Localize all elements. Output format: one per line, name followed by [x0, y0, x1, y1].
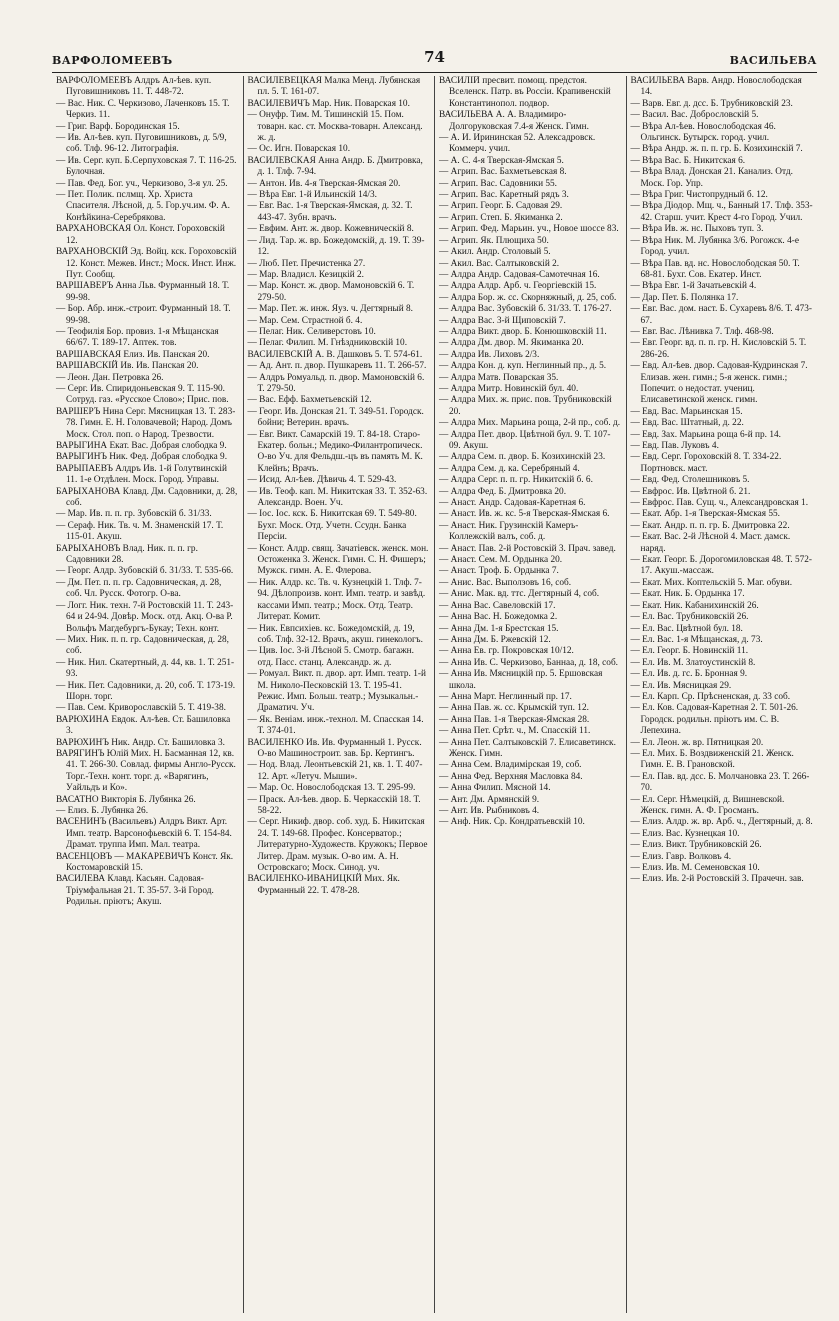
directory-subentry: — Мар. Пет. ж. инж. Яуз. ч. Дегтярный 8.: [248, 304, 431, 315]
directory-subentry: — Анна Ев. гр. Покровская 10/12.: [439, 646, 622, 657]
directory-entry: ВАСИЛІЙ пресвит. помощ. предстоя. Вселенск. Патр. въ Россіи. Крапивенскій Константинопол. подвор.: [439, 76, 611, 109]
directory-subentry: — Конст. Алдр. свящ. Зачатіевск. женск. мон. Остоженка 3. Женск. Гимн. С. Н. Фишеръ; Мужск. гимн. А. Е. Флерова.: [248, 544, 431, 578]
directory-subentry: — Анаст. Троф. Б. Ордынка 7.: [439, 566, 622, 577]
directory-subentry: — Вас. Ефф. Бахметьевскій 12.: [248, 395, 431, 406]
directory-subentry: — Анаст. Сем. М. Ордынка 20.: [439, 555, 622, 566]
directory-entry: ВАСИЛЕНКО Ив. Ив. Фурманный 1. Русск. О-во Машиностроит. зав. Бр. Кертингъ.: [247, 737, 422, 759]
directory-subentry: — А. С. 4-я Тверская-Ямская 5.: [439, 156, 622, 167]
directory-subentry: — Мар. Ос. Новослободская 13. Т. 295-99.: [248, 783, 431, 794]
directory-entry: ВАСИЛЬЕВА Варв. Андр. Новослободская 14.: [630, 76, 802, 98]
directory-subentry: — Анна Март. Неглинный пр. 17.: [439, 692, 622, 703]
directory-subentry: — Алдра Ив. Лиховъ 2/3.: [439, 350, 622, 361]
directory-entry: БАРЫХАНОВА Клавд. Дм. Садовники, д. 28, соб.: [56, 486, 238, 509]
directory-subentry: — Евг. Георг. вд. п. п. гр. Н. Кисловскій 5. Т. 286-26.: [631, 338, 814, 361]
directory-subentry: — Екат. Георг. Б. Дорогомиловская 48. Т. 572-17. Акуш.-массаж.: [631, 555, 814, 578]
directory-subentry: — Екат. Ник. Б. Ордынка 17.: [631, 589, 814, 600]
directory-subentry: — Вѣра Пав. вд. нс. Новослободская 50. Т. 68-81. Бухг. Сов. Екатер. Инст.: [631, 259, 814, 282]
directory-subentry: — Евд. Ал-ѣев. двор. Садовая-Кудринская 7. Елизав. жен. гимн.; 5-я женск. гимн.; Попечит. о недостат. учениц. Елисаветинской женск. гимн.: [631, 361, 814, 407]
directory-subentry: — Ник. Алдр. кс. Тв. ч. Кузнецкій 1. Тлф. 7-94. Дѣлопроизв. конт. Имп. театр. и завѣд. кассами Имп. театр.; Моск. Отд. Театр. Литерат. Комит.: [248, 578, 431, 624]
directory-subentry: — Ник. Нил. Скатертный, д. 44, кв. 1. Т. 251-93.: [56, 658, 239, 681]
directory-subentry: — Ад. Ант. п. двор. Пушкаревъ 11. Т. 266-57.: [248, 361, 431, 372]
directory-entry: ВАСАТНО Викторія Б. Лубянка 26.: [56, 794, 196, 805]
directory-subentry: — Дар. Пет. Б. Полянка 17.: [631, 293, 814, 304]
directory-subentry: — Пет. Полик. пслмщ. Хр. Христа Спасителя. Лѣсной, д. 5. Гор.уч.им. Ф. А. Конѣйкина-Серебряковa.: [56, 190, 239, 224]
directory-subentry: — Акил. Вас. Салтыковскій 2.: [439, 259, 622, 270]
directory-subentry: — Евг. Вас. дом. наст. Б. Сухаревъ 8/6. Т. 473-67.: [631, 304, 814, 327]
directory-subentry: — Алдра Сем. д. ка. Серебряный 4.: [439, 464, 622, 475]
directory-subentry: — Алдра Вас. 3-й Щиповскій 7.: [439, 316, 622, 327]
directory-subentry: — Евд. Вас. Марьинская 15.: [631, 407, 814, 418]
directory-entry: ВАСИЛЕВА Клавд. Касьян. Садовая-Тріумфальная 21. Т. 35-57. 3-й Город. Родильн. пріютъ; Акуш.: [56, 874, 214, 908]
directory-entry: ВАРШАВСКІЙ Ив. Ив. Панская 20.: [56, 361, 199, 372]
directory-subentry: — Алдра Алдр. Арб. ч. Георгіевскій 15.: [439, 281, 622, 292]
directory-subentry: — Варв. Евг. д. дсс. Б. Трубниковскій 23.: [631, 99, 814, 110]
directory-subentry: — Екат. Вас. 2-й Лѣсной 4. Маст. дамск. наряд.: [631, 532, 814, 555]
directory-subentry: — Анна Дм. 1-я Брестская 15.: [439, 624, 622, 635]
directory-subentry: — Бор. Абр. инж.-строит. Фурманный 18. Т. 99-98.: [56, 304, 239, 327]
directory-subentry: — Онуфр. Тим. М. Тишинскій 15. Пом. товарн. кас. ст. Москва-товарн. Александ. ж. д.: [248, 110, 431, 144]
directory-subentry: — Евг. Вас. 1-я Тверская-Ямская, д. 32. Т. 443-47. Зубн. врачъ.: [248, 201, 431, 224]
directory-subentry: — Вѣра Ив. ж. нс. Пыховъ туп. 3.: [631, 224, 814, 235]
directory-entry: ВАСЕНЦОВЪ — МАКАРЕВИЧЪ Конст. Як. Костомаровскій 15.: [56, 851, 234, 874]
directory-subentry: — Агрип. Георг. Б. Садовая 29.: [439, 201, 622, 212]
directory-entry: БАРЫХАНОВЪ Влад. Ник. п. п. гр. Садовники 28.: [56, 543, 198, 566]
directory-subentry: — Ел. Вас. Трубниковскій 26.: [631, 612, 814, 623]
directory-columns: [52, 76, 817, 1313]
directory-subentry: — Анис. Мак. вд. ттс. Дегтярный 4, соб.: [439, 589, 622, 600]
directory-entry: ВАСИЛЕНКО-ИВАНИЦКІЙ Мих. Як. Фурманный 22. Т. 478-28.: [247, 874, 400, 896]
directory-subentry: — Вѣра Евг. 1-й Зачатьевскій 4.: [631, 281, 814, 292]
running-head-left: ВАРФОЛОМЕЕВЪ: [52, 54, 173, 67]
directory-subentry: — Анна Вас. Н. Божедомка 2.: [439, 612, 622, 623]
directory-entry: ВАСИЛЕВСКІЙ А. В. Дашковъ 5. Т. 574-61.: [247, 349, 423, 360]
directory-subentry: — Антон. Ив. 4-я Тверская-Ямская 20.: [248, 179, 431, 190]
directory-subentry: — Алдра Фед. Б. Дмитровка 20.: [439, 487, 622, 498]
directory-subentry: — Григ. Варф. Бородинская 15.: [56, 122, 239, 133]
directory-subentry: — Ел. Ков. Садовая-Каретная 2. Т. 501-26. Городск. родильн. пріютъ им. С. В. Лепехина.: [631, 703, 814, 737]
directory-entry: ВАСИЛЕВИЧЪ Мар. Ник. Поварская 10.: [247, 98, 410, 109]
directory-subentry: — Анна Пет. Салтыковскій 7. Елисаветинск. Женск. Гимн.: [439, 738, 622, 761]
directory-subentry: — Анис. Вас. Выползовъ 16, соб.: [439, 578, 622, 589]
directory-subentry: — Ел. Ив. М. Златоустинскій 8.: [631, 658, 814, 669]
directory-subentry: — Евд. Вас. Штатный, д. 22.: [631, 418, 814, 429]
directory-subentry: — Анаст. Пав. 2-й Ростовскій 3. Прач. завед.: [439, 544, 622, 555]
directory-subentry: — Ел. Мих. Б. Воздвиженскій 21. Женск. Гимн. Е. В. Грановской.: [631, 749, 814, 772]
directory-subentry: — Анна Филип. Мясной 14.: [439, 783, 622, 794]
directory-subentry: — Ел. Вас. Цвѣтной бул. 18.: [631, 624, 814, 635]
directory-subentry: — Георг. Алдр. Зубовскій б. 31/33. Т. 535-66.: [56, 566, 239, 577]
directory-subentry: — Васил. Вас. Добрословскій 5.: [631, 110, 814, 121]
directory-subentry: — Алдръ Ромуальд. п. двор. Мамоновскій 6. Т. 279-50.: [248, 373, 431, 396]
directory-subentry: — Нод. Влад. Леонтьевскій 21, кв. 1. Т. 407-12. Арт. «Летуч. Мыши».: [248, 760, 431, 783]
directory-subentry: — Агрип. Вас. Садовники 55.: [439, 179, 622, 190]
directory-subentry: — Вѣра Діодор. Мщ. ч., Банный 17. Тлф. 353-42. Старш. учит. Крест 4-го Город. Учил.: [631, 201, 814, 224]
directory-subentry: — Анна Вас. Савеловскій 17.: [439, 601, 622, 612]
directory-subentry: — Ел. Серг. Нѣмецкій, д. Вишневской. Женск. гимн. А. Ф. Гросманъ.: [631, 795, 814, 818]
directory-subentry: — Пав. Сем. Криворославскій 5. Т. 419-38.: [56, 703, 239, 714]
directory-subentry: — Вѣра Ал-ѣев. Новослободская 46. Ольгинск. Бутырск. город. учил.: [631, 122, 814, 145]
directory-subentry: — Пав. Фед. Бог. уч., Черкизово, 3-я ул. 25.: [56, 179, 239, 190]
directory-subentry: — Вѣра Вас. Б. Никитская 6.: [631, 156, 814, 167]
directory-column-1: [52, 76, 244, 1313]
directory-subentry: — Алдра Бор. ж. сс. Скорняжный, д. 25, соб.: [439, 293, 622, 304]
directory-subentry: — Вѣра Ник. М. Лубянка 3/6. Рогожск. 4-е Город. учил.: [631, 236, 814, 259]
directory-subentry: — Ос. Игн. Поварская 10.: [248, 144, 431, 155]
directory-subentry: — Анна Пет. Срѣт. ч., М. Спасскій 11.: [439, 726, 622, 737]
directory-subentry: — Сераф. Ник. Тв. ч. М. Знаменскій 17. Т. 115-01. Акуш.: [56, 521, 239, 544]
directory-subentry: — Лид. Тар. ж. вр. Божедомскій, д. 19. Т. 39-12.: [248, 236, 431, 259]
directory-subentry: — Евд. Зах. Марьина роща 6-й пр. 14.: [631, 430, 814, 441]
directory-subentry: — Ел. Ив. д. гс. Б. Бронная 9.: [631, 669, 814, 680]
directory-subentry: — Анна Ив. С. Черкизово, Баннаа, д. 18, соб.: [439, 658, 622, 669]
directory-entry: ВАРЮХИНЪ Ник. Андр. Ст. Башиловка 3.: [56, 737, 225, 748]
directory-subentry: — Анаст. Андр. Садовая-Каретная 6.: [439, 498, 622, 509]
directory-subentry: — Дм. Пет. п. п. гр. Садовническая, д. 28, соб. Чл. Русск. Фотогр. О-ва.: [56, 578, 239, 601]
directory-subentry: — Ел. Пав. вд. дсс. Б. Молчановка 23. Т. 266-70.: [631, 772, 814, 795]
directory-entry: ВАРФОЛОМЕЕВЪ Алдръ Ал-ѣев. куп. Пуговишниковъ 11. Т. 448-72.: [56, 76, 212, 98]
directory-subentry: — Мих. Ник. п. п. гр. Садовническая, д. 28, соб.: [56, 635, 239, 658]
directory-subentry: — Елиз. Ив. 2-й Ростовскій 3. Прачечн. зав.: [631, 874, 814, 885]
directory-entry: ВАРШАВЕРЪ Анна Льв. Фурманный 18. Т. 99-98.: [56, 281, 230, 303]
directory-subentry: — Анна Пав. ж. сс. Крымскій туп. 12.: [439, 703, 622, 714]
directory-subentry: — Алдра Пет. двор. Цвѣтной бул. 9. Т. 107-09. Акуш.: [439, 430, 622, 453]
directory-subentry: — Ромуал. Викт. п. двор. арт. Имп. театр. 1-й М. Николо-Песковскій 13. Т. 195-41. Режис. Имп. Больш. театр.; Музыкальн.-Драматич. Уч.: [248, 669, 431, 715]
directory-entry: ВАСИЛЕВЕЦКАЯ Малка Менд. Лубянская пл. 5. Т. 161-07.: [247, 76, 421, 98]
directory-subentry: — Леон. Дан. Петровка 26.: [56, 373, 239, 384]
directory-subentry: — Ел. Карп. Ср. Прѣсненская, д. 33 соб.: [631, 692, 814, 703]
directory-entry: ВАРХАНОВСКАЯ Ол. Конст. Гороховскій 12.: [56, 224, 225, 246]
directory-subentry: — Алдра Митр. Новинскій бул. 40.: [439, 384, 622, 395]
directory-subentry: — Алдра Викт. двор. Б. Конюшковскій 11.: [439, 327, 622, 338]
directory-subentry: — Евфим. Ант. ж. двор. Кожевническій 8.: [248, 224, 431, 235]
directory-entry: ВАРЫГИНА Екат. Вас. Добрая слободка 9.: [56, 441, 227, 451]
directory-subentry: — Анаст. Ник. Грузинскій Камеръ-Коллежскій валъ, соб. д.: [439, 521, 622, 544]
directory-subentry: — Елиз. Алдр. ж. вр. Арб. ч., Дегтярный, д. 8.: [631, 817, 814, 828]
directory-subentry: — Евг. Викт. Самарскій 19. Т. 84-18. Старо-Екатер. больн.; Медико-Филантропическ. О-во Уч. для Фельдш.-цъ въ память М. К. Клейнъ; Врачъ.: [248, 430, 431, 476]
directory-subentry: — Елиз. Вас. Кузнецкая 10.: [631, 829, 814, 840]
directory-entry: ВАРЮХИНА Евдок. Ал-ѣев. Ст. Башиловка 3.: [56, 714, 231, 737]
directory-subentry: — Екат. Андр. п. п. гр. Б. Дмитровка 22.: [631, 521, 814, 532]
directory-subentry: — Евд. Пав. Луковъ 4.: [631, 441, 814, 452]
directory-subentry: — Анна Фед. Верхняя Масловка 84.: [439, 772, 622, 783]
directory-subentry: — Алдра Мих. Марьина роща, 2-й пр., соб. д.: [439, 418, 622, 429]
directory-subentry: — Елиз. Б. Лубянка 26.: [56, 806, 239, 817]
directory-subentry: — Евфрос. Пав. Сущ. ч., Александровская 1.: [631, 498, 814, 509]
directory-subentry: — Алдра Кон. д. куп. Неглинный пр., д. 5.: [439, 361, 622, 372]
directory-subentry: — Ел. Вас. 1-я Мѣщанская, д. 73.: [631, 635, 814, 646]
directory-subentry: — Евд. Фед. Столешниковъ 5.: [631, 475, 814, 486]
directory-subentry: — Анф. Ник. Ср. Кондратьевскій 10.: [439, 817, 622, 828]
directory-subentry: — Алдра Серг. п. п. гр. Никитскій б. 6.: [439, 475, 622, 486]
directory-entry: ВАСИЛЬЕВА А. А. Владимиро-Долгоруковская 7.4-я Женск. Гимн.: [439, 110, 589, 132]
directory-subentry: — Пелаг. Ник. Селиверстовъ 10.: [248, 327, 431, 338]
directory-subentry: — Мар. Ив. п. п. гр. Зубовскій б. 31/33.: [56, 509, 239, 520]
directory-subentry: — Ив. Теоф. кап. М. Никитская 33. Т. 352-63. Александр. Воен. Уч.: [248, 487, 431, 510]
directory-subentry: — Елиз. Ив. М. Семеновская 10.: [631, 863, 814, 874]
directory-subentry: — Елиз. Викт. Трубниковскій 26.: [631, 840, 814, 851]
directory-subentry: — Агрип. Вас. Бахметьевская 8.: [439, 167, 622, 178]
directory-subentry: — Евфрос. Ив. Цвѣтной б. 21.: [631, 487, 814, 498]
directory-subentry: — Агрип. Степ. Б. Якиманка 2.: [439, 213, 622, 224]
directory-subentry: — Ив. Ал-ѣев. куп. Пуговишниковъ, д. 5/9, соб. Тлф. 96-12. Литографія.: [56, 133, 239, 156]
directory-column-2: [244, 76, 436, 1313]
directory-subentry: — Алдра Дм. двор. М. Якиманка 20.: [439, 338, 622, 349]
directory-subentry: — Ив. Серг. куп. Б.Серпуховская 7. Т. 116-25. Булочная.: [56, 156, 239, 179]
directory-subentry: — Анна Дм. Б. Ржевскій 12.: [439, 635, 622, 646]
directory-entry: ВАРЫГИНЪ Ник. Фед. Добрая слободка 9.: [56, 452, 228, 463]
directory-subentry: — Вѣра Евг. 1-й Ильинскій 14/3.: [248, 190, 431, 201]
directory-subentry: — Евд. Серг. Гороховскій 8. Т. 334-22. Портновск. маст.: [631, 452, 814, 475]
directory-subentry: — Анна Ив. Мясницкій пр. 5. Ершовская школа.: [439, 669, 622, 692]
directory-subentry: — Ел. Георг. Б. Новинскій 11.: [631, 646, 814, 657]
directory-subentry: — А. И. Ирининская 52. Алексадровск. Коммерч. учил.: [439, 133, 622, 156]
directory-subentry: — Логг. Ник. техн. 7-й Ростовскій 11. Т. 243-64 и 24-94. Довѣр. Моск. отд. Акц. О-ва Р. Вольфъ Магдебургъ-Букау; Техн. конт.: [56, 601, 239, 635]
page-number: 74: [424, 48, 445, 66]
directory-subentry: — Исид. Ал-ѣев. Дѣвичь 4. Т. 529-43.: [248, 475, 431, 486]
directory-subentry: — Агрип. Фед. Марьин. уч., Новое шоссе 83.: [439, 224, 622, 235]
directory-subentry: — Георг. Ив. Донская 21. Т. 349-51. Городск. бойни; Ветерин. врачъ.: [248, 407, 431, 430]
directory-subentry: — Елиз. Гавр. Волковъ 4.: [631, 852, 814, 863]
directory-subentry: — Серг. Никиф. двор. соб. худ. Б. Никитская 24. Т. 149-68. Профес. Консерватор.; Литературно-Художеств. Кружокъ; Первое Литер. Драм. музык. О-во им. А. Н. Островскаго; Моск. Синод. уч.: [248, 817, 431, 874]
directory-subentry: — Цив. Іос. 3-й Лѣсной 5. Смотр. багажн. отд. Пасс. станц. Александр. ж. д.: [248, 646, 431, 669]
directory-subentry: — Алдра Вас. Зубовскій б. 31/33. Т. 176-27.: [439, 304, 622, 315]
directory-entry: ВАРШАВСКАЯ Елиз. Ив. Панская 20.: [56, 349, 210, 360]
directory-entry: ВАРШЕРЪ Нина Серг. Мясницкая 13. Т. 283-78. Гимн. Е. Н. Головачевой; Народ. Домъ Моск. Стол. поп. о Народ. Трезвости.: [56, 406, 236, 440]
directory-subentry: — Мар. Владисл. Кезицкій 2.: [248, 270, 431, 281]
running-head-right: ВАСИЛЬЕВА: [729, 54, 817, 67]
directory-entry: ВАРЯГИНЪ Юлій Мих. Н. Басманная 12, кв. 41. Т. 266-30. Совлад. фирмы Англо-Русск. Торг.-Техн. конт. торг. д. «Варягинъ, Уайльдъ и Ко».: [56, 748, 236, 794]
directory-subentry: — Алдра Андр. Садовая-Самотечная 16.: [439, 270, 622, 281]
directory-subentry: — Серг. Ив. Спиридоньевская 9. Т. 115-90. Сотруд. газ. «Русское Слово»; Прис. пов.: [56, 384, 239, 407]
directory-subentry: — Як. Веніам. инж.-технол. М. Спасская 14. Т. 374-01.: [248, 715, 431, 738]
directory-subentry: — Алдра Матв. Поварская 35.: [439, 373, 622, 384]
directory-subentry: — Вѣра Андр. ж. п. п. гр. Б. Козихинскій 7.: [631, 144, 814, 155]
directory-subentry: — Алдра Сем. п. двор. Б. Козихинскій 23.: [439, 452, 622, 463]
directory-subentry: — Акил. Андр. Столовый 5.: [439, 247, 622, 258]
page-header: [52, 44, 817, 73]
directory-subentry: — Вѣра Влад. Донская 21. Канализ. Отд. Моск. Гор. Упр.: [631, 167, 814, 190]
directory-subentry: — Анна Сем. Владимірская 19, соб.: [439, 760, 622, 771]
directory-subentry: — Екат. Ник. Кабанихинскій 26.: [631, 601, 814, 612]
directory-subentry: — Люб. Пет. Пречистенка 27.: [248, 259, 431, 270]
directory-subentry: — Екат. Мих. Коптельскій 5. Маг. обуви.: [631, 578, 814, 589]
directory-subentry: — Мар. Конст. ж. двор. Мамоновскій 6. Т. 279-50.: [248, 281, 431, 304]
directory-subentry: — Агрип. Вас. Каретный рядъ 3.: [439, 190, 622, 201]
directory-subentry: — Ник. Евпсихіев. кс. Божедомскій, д. 19, соб. Тлф. 32-12. Врачъ, акуш. гинекологъ.: [248, 624, 431, 647]
directory-subentry: — Іос. Іос. кск. Б. Никитская 69. Т. 549-80. Бухг. Моск. Отд. Учетн. Ссудн. Банка Персіи.: [248, 509, 431, 543]
directory-subentry: — Евг. Вас. Лѣнивка 7. Тлф. 468-98.: [631, 327, 814, 338]
directory-subentry: — Екат. Абр. 1-я Тверская-Ямская 55.: [631, 509, 814, 520]
directory-subentry: — Вас. Ник. С. Черкизово, Лаченковъ 15. Т. Черкиз. 11.: [56, 99, 239, 122]
directory-subentry: — Ел. Леон. ж. вр. Пятницкая 20.: [631, 738, 814, 749]
directory-subentry: — Ант. Ив. Рыбниковъ 4.: [439, 806, 622, 817]
directory-subentry: — Ант. Дм. Армянскій 9.: [439, 795, 622, 806]
directory-subentry: — Пелаг. Филип. М. Гнѣздниковскій 10.: [248, 338, 431, 349]
directory-subentry: — Анна Пав. 1-я Тверская-Ямская 28.: [439, 715, 622, 726]
directory-column-3: [435, 76, 627, 1313]
directory-subentry: — Алдра Мих. ж. прис. пов. Трубниковскій 20.: [439, 395, 622, 418]
directory-entry: ВАРЫПАЕВЪ Алдръ Ив. 1-й Голутвинскій 11. 1-е Отдѣлен. Моск. Город. Управы.: [56, 463, 227, 486]
directory-subentry: — Мар. Сем. Страстной б. 4.: [248, 316, 431, 327]
directory-subentry: — Анаст. Ив. ж. кс. 5-я Тверская-Ямская 6.: [439, 509, 622, 520]
directory-entry: ВАСЕНИНЪ (Васильевъ) Алдръ Викт. Арт. Имп. театр. Варсонофьевскій 6. Т. 154-84. Драмат. труппа Имп. Мал. театра.: [56, 817, 232, 851]
directory-entry: ВАСИЛЕВСКАЯ Анна Андр. Б. Дмитровка, д. 1. Тлф. 7-94.: [247, 155, 423, 178]
directory-subentry: — Вѣра Григ. Чистопрудный б. 12.: [631, 190, 814, 201]
directory-column-4: [627, 76, 818, 1313]
directory-subentry: — Теофилія Бор. провиз. 1-я Мѣщанская 66/67. Т. 189-17. Аптек. тов.: [56, 327, 239, 350]
directory-subentry: — Ел. Ив. Мясницкая 29.: [631, 681, 814, 692]
directory-subentry: — Ник. Пет. Садовники, д. 20, соб. Т. 173-19. Шорн. торг.: [56, 681, 239, 704]
directory-entry: ВАРХАНОВСКІЙ Эд. Войц. кск. Гороховскій 12. Конст. Межев. Инст.; Моск. Инст. Инж. Пут. Сообщ.: [56, 247, 237, 280]
directory-subentry: — Праск. Ал-ѣев. двор. Б. Черкасскій 18. Т. 58-22.: [248, 795, 431, 818]
directory-subentry: — Агрип. Як. Плющиха 50.: [439, 236, 622, 247]
